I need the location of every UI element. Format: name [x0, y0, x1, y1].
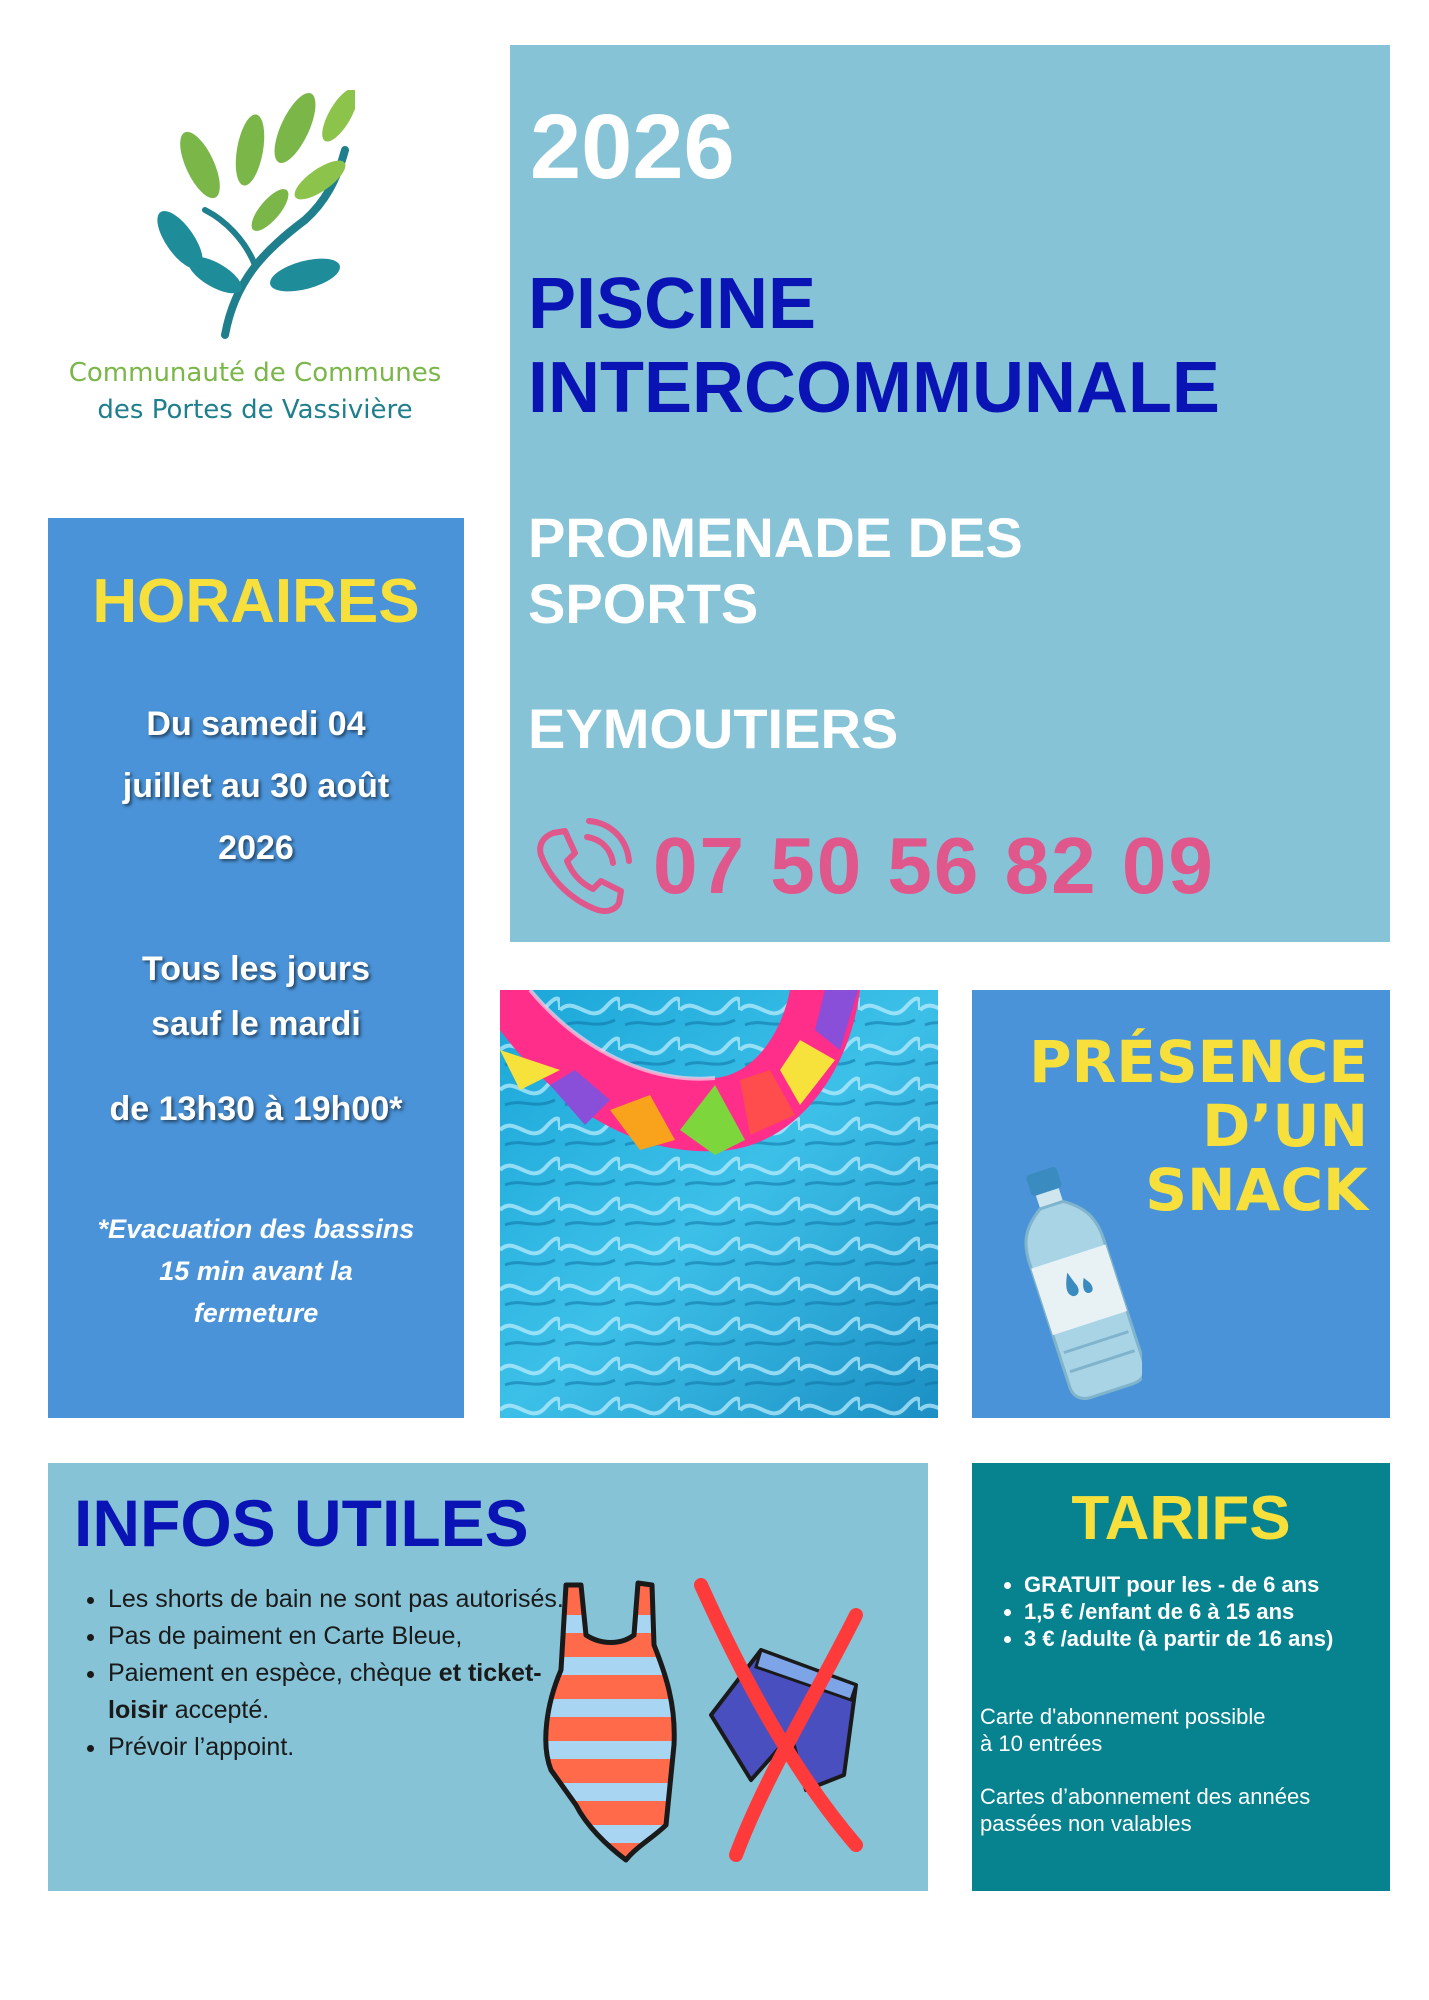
snack-line2: D’UN — [1202, 1092, 1368, 1160]
tree-logo-icon — [155, 90, 355, 340]
horaires-panel — [48, 518, 464, 1418]
title-line1: PISCINE — [528, 264, 817, 344]
tarif-item: • 1,5 € /enfant de 6 à 15 ans — [1024, 1598, 1424, 1625]
tarif-item: • 3 € /adulte (à partir de 16 ans) — [1024, 1625, 1424, 1652]
phone-icon — [525, 815, 635, 930]
list-item: • Prévoir l’appoint. — [108, 1729, 588, 1766]
old-line1: Cartes d’abonnement des années — [980, 1784, 1311, 1809]
note-line2: 15 min avant la — [159, 1256, 353, 1286]
item3-text-a: Paiement en espèce, chèque — [108, 1659, 439, 1687]
subscription-card-info — [980, 1703, 1380, 1757]
tarifs-title: TARIFS — [1071, 1484, 1291, 1553]
infos-panel — [48, 1463, 928, 1891]
water-bottle-icon — [1012, 1160, 1142, 1405]
dates-line1: Du samedi 04 — [146, 705, 366, 743]
note-line1: *Evacuation des bassins — [97, 1214, 415, 1244]
swimwear-illustration — [526, 1575, 896, 1880]
pool-photo — [500, 990, 938, 1418]
dates-line2: juillet au 30 août — [122, 767, 390, 805]
snack-panel — [972, 990, 1390, 1418]
address-city: EYMOUTIERS — [528, 697, 899, 760]
opening-hours: de 13h30 à 19h00* — [109, 1090, 403, 1128]
list-item — [108, 1655, 588, 1729]
crossed-shorts-icon — [701, 1585, 856, 1855]
tarif-item: • GRATUIT pour les - de 6 ans — [1024, 1571, 1424, 1598]
horaires-title: HORAIRES — [92, 567, 420, 636]
street-line2: SPORTS — [528, 572, 759, 635]
dates-line3: 2026 — [218, 829, 294, 867]
note-line3: fermeture — [193, 1298, 319, 1328]
year: 2026 — [530, 96, 735, 198]
list-item: • Pas de paiment en Carte Bleue, — [108, 1618, 588, 1655]
card-line2: à 10 entrées — [980, 1731, 1103, 1756]
street-line1: PROMENADE DES — [528, 506, 1023, 569]
card-line1: Carte d'abonnement possible — [980, 1704, 1266, 1729]
snack-line3: SNACK — [1145, 1156, 1368, 1224]
item3-text-bold: et ticket- loisir — [108, 1659, 542, 1724]
infos-list — [68, 1581, 588, 1766]
evacuation-note — [48, 1208, 464, 1334]
days-line1: Tous les jours — [142, 950, 370, 988]
swimsuit-icon — [526, 1575, 696, 1875]
old-line2: passées non valables — [980, 1811, 1192, 1836]
logo-text-line1: Communauté de Communes — [68, 358, 442, 388]
address-street — [528, 505, 1023, 637]
phone-number: 07 50 56 82 09 — [653, 821, 1215, 910]
page-title — [528, 262, 1220, 430]
list-item: • Les shorts de bain ne sont pas autorisés. — [108, 1581, 588, 1618]
item3-text-c: accepté. — [167, 1696, 270, 1724]
snack-line1: PRÉSENCE — [1029, 1028, 1368, 1096]
old-cards-info — [980, 1783, 1380, 1837]
title-line2: INTERCOMMUNALE — [528, 348, 1220, 428]
infos-title: INFOS UTILES — [74, 1486, 529, 1560]
tarifs-panel — [972, 1463, 1390, 1891]
tarifs-list — [972, 1571, 1424, 1652]
logo — [40, 80, 470, 440]
logo-text-line2: des Portes de Vassivière — [97, 395, 413, 425]
days-line2: sauf le mardi — [151, 1005, 361, 1043]
